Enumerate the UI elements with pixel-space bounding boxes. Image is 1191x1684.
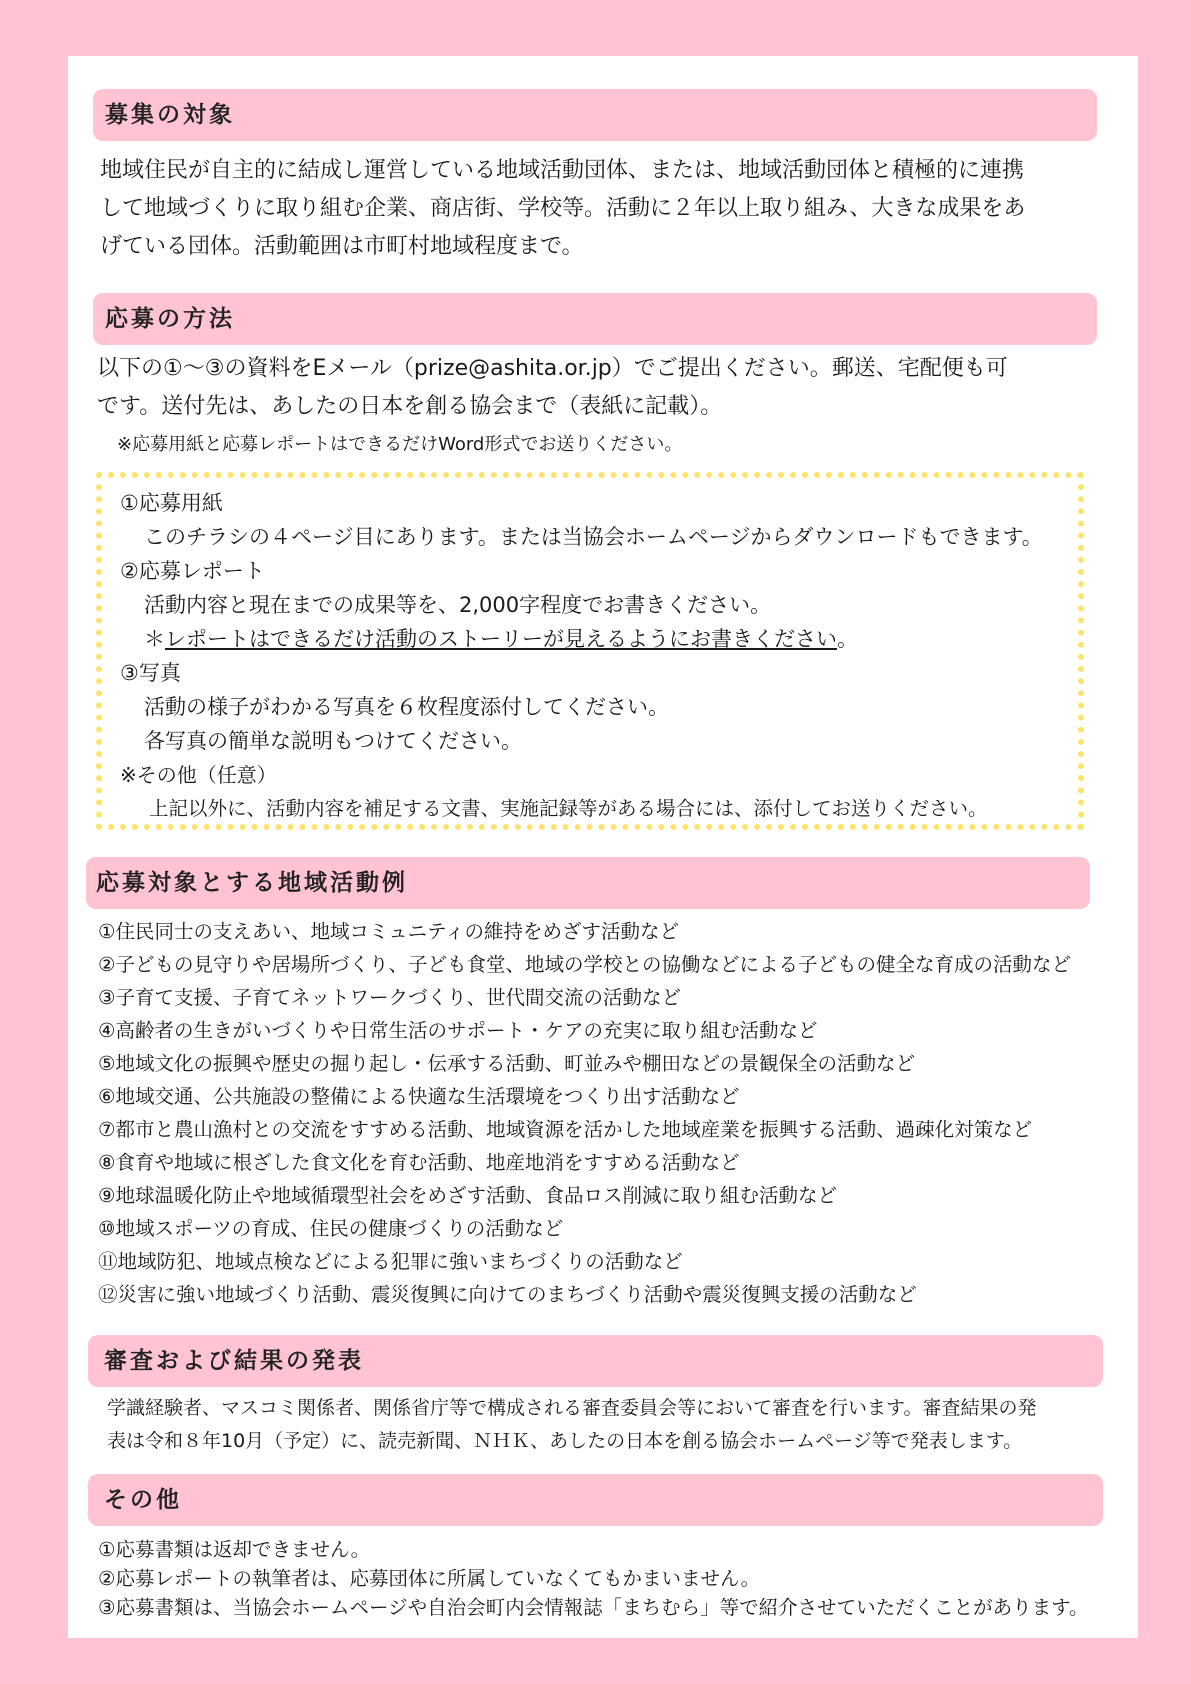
method-line: 以下の①～③の資料をEメール（prize@ashita.or.jp）でご提出ください。郵送、宅配便も可 — [97, 356, 1008, 381]
target-text — [100, 152, 1025, 266]
example-item: ③子育て支援、子育てネットワークづくり、世代間交流の活動など — [98, 986, 681, 1009]
section-heading-review: 審査および結果の発表 — [88, 1335, 1103, 1387]
item-report-note — [144, 623, 858, 653]
item-other-desc: 上記以外に、活動内容を補足する文書、実施記録等がある場合には、添付してお送りください。 — [149, 797, 988, 820]
report-note-underlined: レポートはできるだけ活動のストーリーが見えるようにお書きください — [165, 627, 837, 651]
section-heading-target: 募集の対象 — [93, 89, 1097, 141]
section-heading-other: その他 — [88, 1474, 1103, 1526]
item-photo-desc-1: 活動の様子がわかる写真を６枚程度添付してください。 — [144, 695, 669, 719]
target-line: 地域住民が自主的に結成し運営している地域活動団体、または、地域活動団体と積極的に連携 — [100, 158, 1025, 183]
example-item: ⑤地域文化の振興や歴史の掘り起し・伝承する活動、町並みや棚田などの景観保全の活動など — [98, 1052, 915, 1075]
section-heading-examples: 応募対象とする地域活動例 — [86, 857, 1090, 909]
target-line: して地域づくりに取り組む企業、商店街、学校等。活動に２年以上取り組み、大きな成果をあ — [100, 196, 1026, 221]
section-heading-method: 応募の方法 — [93, 293, 1097, 345]
item-photo-title: ③写真 — [120, 661, 181, 685]
method-note: ※応募用紙と応募レポートはできるだけWord形式でお送りください。 — [117, 434, 683, 455]
example-item: ⑦都市と農山漁村との交流をすすめる活動、地域資源を活かした地域産業を振興する活動、過疎化対策など — [98, 1118, 1033, 1141]
example-item: ⑥地域交通、公共施設の整備による快適な生活環境をつくり出す活動など — [98, 1085, 740, 1108]
item-form-desc: このチラシの４ページ目にあります。または当協会ホームページからダウンロードもできます。 — [144, 525, 1043, 549]
method-text — [97, 350, 1008, 426]
example-item: ⑩地域スポーツの育成、住民の健康づくりの活動など — [98, 1217, 564, 1240]
example-item: ①住民同士の支えあい、地域コミュニティの維持をめざす活動など — [98, 920, 680, 943]
item-other-title: ※その他（任意） — [120, 763, 277, 787]
target-line: げている団体。活動範囲は市町村地域程度まで。 — [100, 234, 584, 259]
item-report-title: ②応募レポート — [120, 559, 265, 583]
other-item: ③応募書類は、当協会ホームページや自治会町内会情報誌「まちむら」等で紹介させていただくことがあります。 — [98, 1596, 1089, 1619]
other-item: ①応募書類は返却できません。 — [98, 1538, 371, 1561]
item-form-title: ①応募用紙 — [120, 491, 223, 515]
example-item: ⑧食育や地域に根ざした食文化を育む活動、地産地消をすすめる活動など — [98, 1151, 740, 1174]
review-line: 表は令和８年10月（予定）に、読売新聞、ＮＨＫ、あしたの日本を創る協会ホームページ等で発表します。 — [107, 1430, 1023, 1452]
example-item: ②子どもの見守りや居場所づくり、子ども食堂、地域の学校との協働などによる子どもの健全な育成の活動など — [98, 953, 1071, 976]
review-text — [107, 1392, 1036, 1458]
other-item: ②応募レポートの執筆者は、応募団体に所属していなくてもかまいません。 — [98, 1567, 761, 1590]
review-line: 学識経験者、マスコミ関係者、関係省庁等で構成される審査委員会等において審査を行います。審査結果の発 — [107, 1397, 1037, 1419]
report-note-suffix: 。 — [837, 627, 858, 651]
item-photo-desc-2: 各写真の簡単な説明もつけてください。 — [144, 729, 522, 753]
method-line: です。送付先は、あしたの日本を創る協会まで（表紙に記載）。 — [97, 394, 723, 419]
example-item: ⑨地球温暖化防止や地域循環型社会をめざす活動、食品ロス削減に取り組む活動など — [98, 1184, 837, 1207]
item-report-desc: 活動内容と現在までの成果等を、2,000字程度でお書きください。 — [144, 593, 772, 617]
example-item: ⑪地域防犯、地域点検などによる犯罪に強いまちづくりの活動など — [98, 1250, 683, 1273]
report-note-prefix: ＊ — [144, 627, 165, 651]
example-item: ⑫災害に強い地域づくり活動、震災復興に向けてのまちづくり活動や震災復興支援の活動など — [98, 1283, 917, 1306]
example-item: ④高齢者の生きがいづくりや日常生活のサポート・ケアの充実に取り組む活動など — [98, 1019, 818, 1042]
